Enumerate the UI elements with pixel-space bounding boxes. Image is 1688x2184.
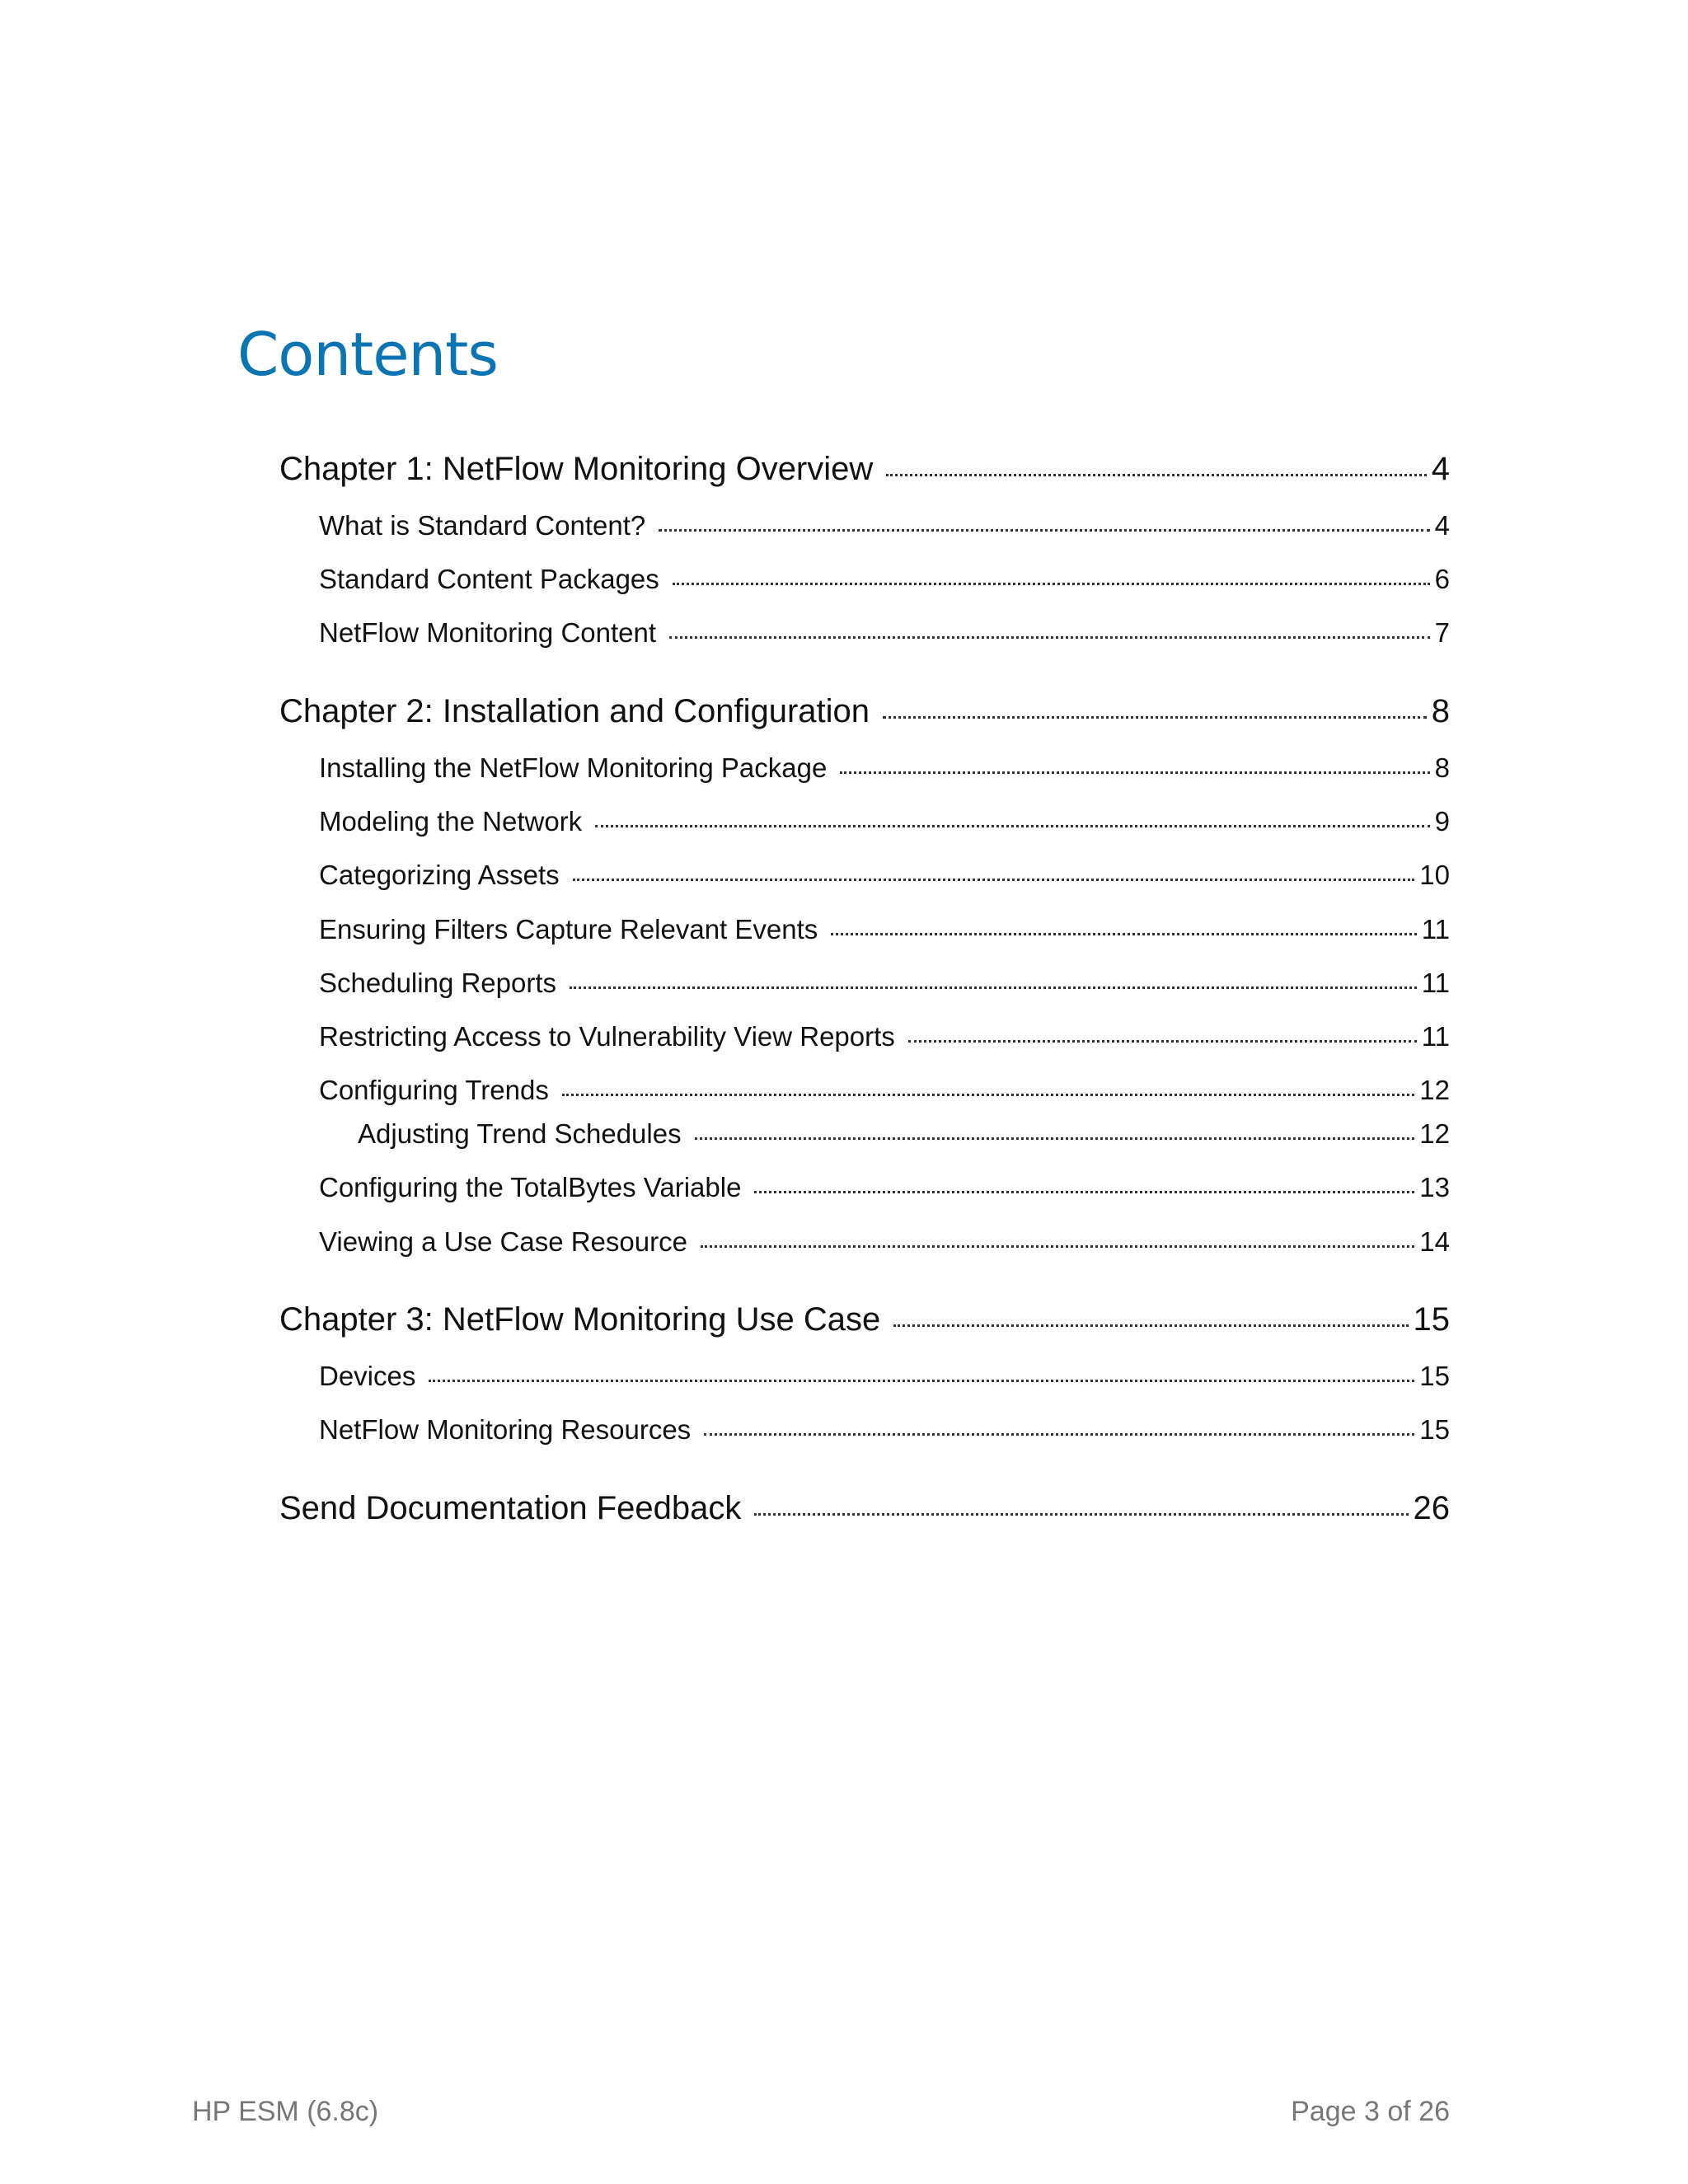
dot-leader [669,636,1430,639]
footer-page-number: Page 3 of 26 [1291,2096,1450,2127]
toc-entry-label: Chapter 3: NetFlow Monitoring Use Case [279,1301,881,1338]
toc-entry[interactable] [319,750,1450,786]
toc-entry-page: 12 [1419,1118,1450,1149]
toc-entry-page: 15 [1419,1414,1450,1445]
toc-entry-page: 12 [1419,1075,1450,1105]
dot-leader [695,1137,1415,1140]
toc-entry[interactable] [358,1116,1450,1152]
toc-entry-label: Installing the NetFlow Monitoring Package [319,752,828,783]
dot-leader [908,1040,1417,1043]
dot-leader [893,1324,1408,1327]
toc-entry-label: Categorizing Assets [319,860,560,890]
toc-entry-label: Devices [319,1361,416,1391]
dot-leader [886,474,1426,476]
toc-entry-label: Configuring the TotalBytes Variable [319,1172,742,1202]
dot-leader [754,1191,1414,1193]
toc-entry-page: 4 [1431,451,1450,487]
toc-entry-page: 8 [1431,693,1450,729]
toc-entry-page: 26 [1413,1490,1450,1526]
toc-entry[interactable] [319,965,1450,1001]
toc-entry[interactable] [319,1358,1450,1394]
dot-leader [831,933,1416,935]
dot-leader [659,529,1429,532]
toc-entry[interactable] [319,912,1450,948]
dot-leader [429,1380,1414,1382]
dot-leader [704,1433,1414,1436]
toc-entry[interactable] [319,508,1450,544]
dot-leader [754,1513,1408,1516]
toc-entry-label: Ensuring Filters Capture Relevant Events [319,914,818,944]
toc-entry-label: Chapter 1: NetFlow Monitoring Overview [279,451,874,487]
dot-leader [883,716,1427,719]
toc-entry-label: NetFlow Monitoring Resources [319,1414,692,1445]
toc-entry[interactable] [319,1169,1450,1206]
toc-entry-page: 14 [1419,1226,1450,1257]
toc-entry-page: 10 [1419,860,1450,890]
toc-entry-label: Viewing a Use Case Resource [319,1226,687,1257]
toc-entry-label: Restricting Access to Vulnerability View Reports [319,1021,895,1052]
toc-entry-label: Send Documentation Feedback [279,1490,742,1526]
dot-leader [562,1094,1414,1096]
toc-entry-label: Configuring Trends [319,1075,549,1105]
footer-product-version: HP ESM (6.8c) [192,2096,379,2127]
toc-entry-label: Modeling the Network [319,806,583,837]
toc-entry-label: What is Standard Content? [319,510,646,541]
toc-entry[interactable] [279,690,1450,733]
toc-entry[interactable] [319,857,1450,893]
toc-entry-page: 15 [1419,1361,1450,1391]
toc-entry-page: 9 [1434,806,1450,837]
toc-entry-page: 6 [1434,564,1450,594]
toc-entry[interactable] [279,1487,1450,1530]
toc-entry-label: Standard Content Packages [319,564,659,594]
toc-entry[interactable] [319,1412,1450,1448]
toc-entry-page: 8 [1434,752,1450,783]
toc-entry-page: 4 [1434,510,1450,541]
toc-entry[interactable] [319,1019,1450,1055]
toc-entry[interactable] [319,561,1450,598]
dot-leader [573,879,1415,881]
toc-entry[interactable] [279,1298,1450,1341]
dot-leader [840,771,1429,774]
toc-entry-page: 11 [1421,1021,1450,1052]
dot-leader [673,583,1430,585]
toc-entry-page: 15 [1413,1301,1450,1338]
page-title: Contents [237,320,498,389]
toc-entry-page: 7 [1434,617,1450,648]
toc-entry[interactable] [279,448,1450,490]
toc-entry-label: NetFlow Monitoring Content [319,617,657,648]
toc-entry-label: Chapter 2: Installation and Configuration [279,693,870,729]
toc-entry-label: Adjusting Trend Schedules [358,1118,682,1149]
toc-entry-label: Scheduling Reports [319,968,557,998]
toc-entry[interactable] [319,1072,1450,1108]
toc-entry[interactable] [319,804,1450,840]
toc-entry[interactable] [319,615,1450,651]
dot-leader [595,825,1429,827]
toc-entry-page: 11 [1421,914,1450,944]
dot-leader [701,1245,1414,1248]
toc-entry[interactable] [319,1224,1450,1260]
toc-entry-page: 11 [1421,968,1450,998]
dot-leader [570,987,1417,989]
toc-entry-page: 13 [1419,1172,1450,1202]
